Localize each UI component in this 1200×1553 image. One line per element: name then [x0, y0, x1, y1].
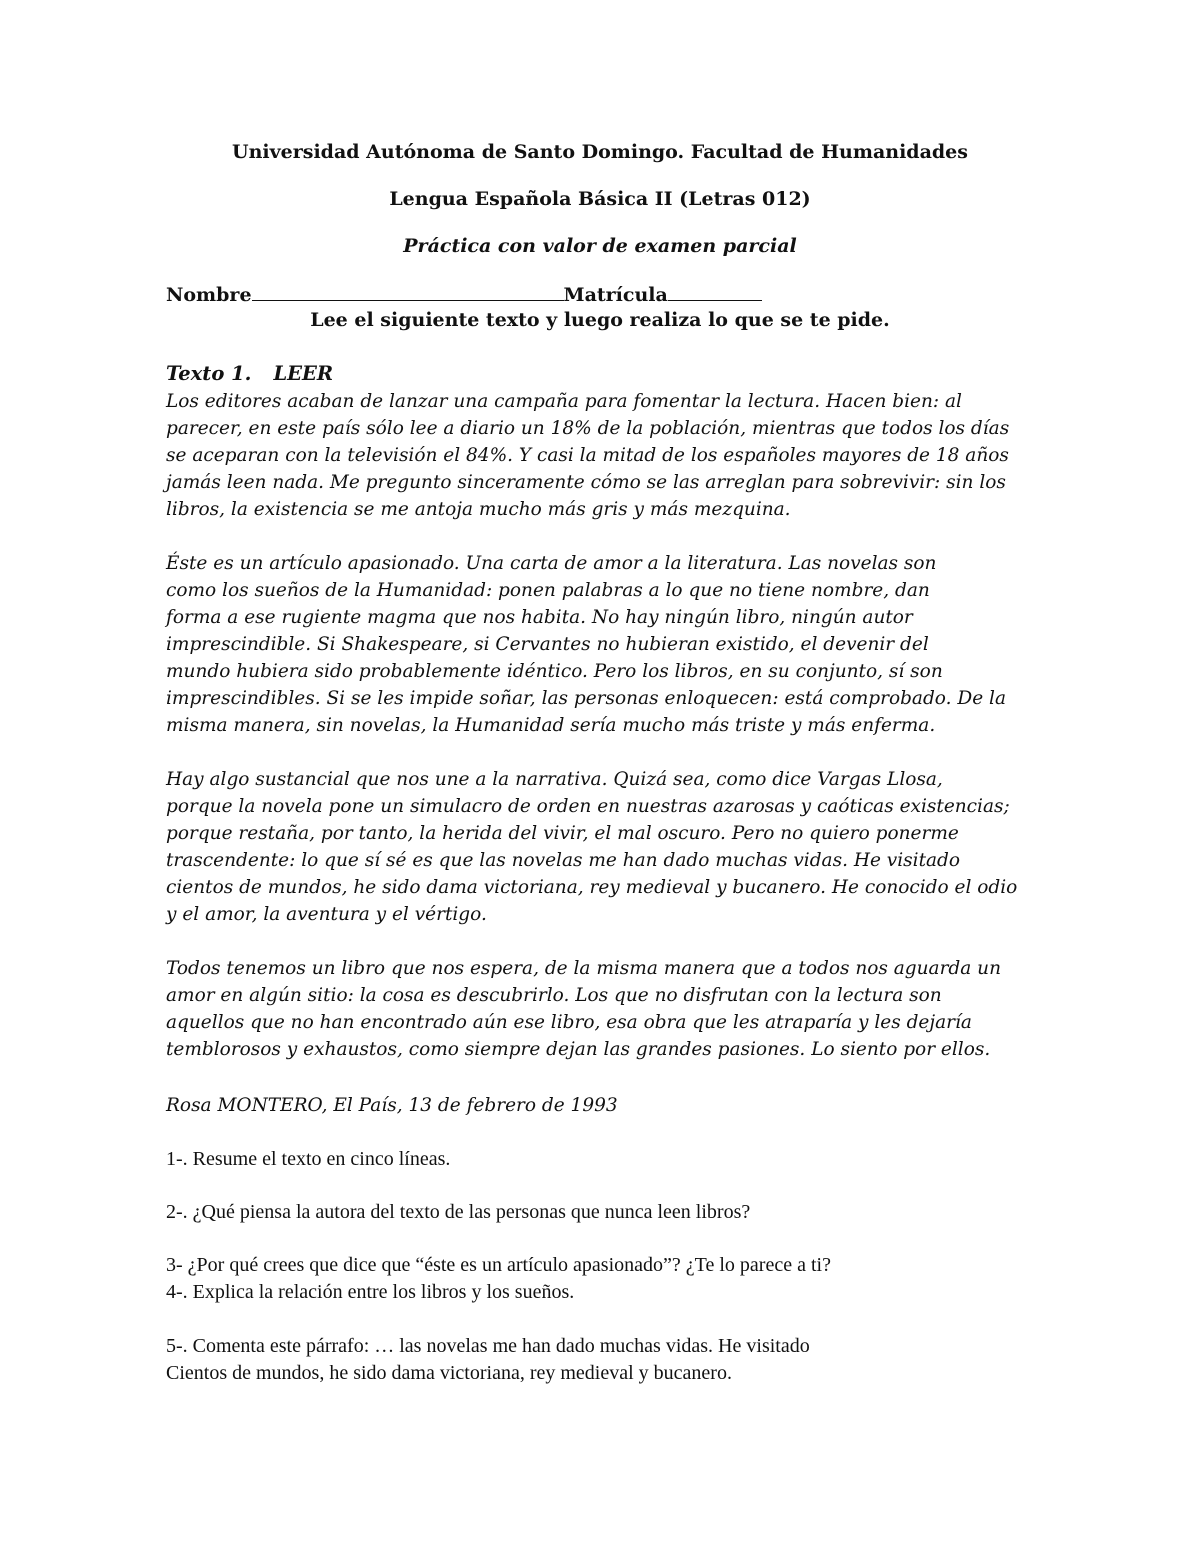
instruction-text: Lee el siguiente texto y luego realiza lo que se te pide. [310, 309, 890, 331]
paragraph-line: parecer, en este país sólo lee a diario un 18% de la población, mientras que todos los días [166, 418, 1010, 439]
paragraph-1 [166, 388, 1009, 523]
text-source [166, 1092, 618, 1119]
name-blank-line[interactable] [252, 282, 564, 301]
question-3: 3- ¿Por qué crees que dice que “éste es un artículo apasionado”? ¿Te lo parece a ti? [166, 1254, 831, 1276]
paragraph-line: porque la novela pone un simulacro de orden en nuestras azarosas y caóticas existencias; [166, 796, 1010, 817]
id-blank-line[interactable] [668, 282, 762, 301]
paragraph-line: cientos de mundos, he sido dama victoriana, rey medieval y bucanero. He conocido el odio [166, 877, 1018, 898]
name-label: Nombre [166, 284, 252, 306]
question-5-line-2: Cientos de mundos, he sido dama victoriana, rey medieval y bucanero. [166, 1362, 732, 1384]
source-line: Rosa MONTERO, El País, 13 de febrero de 1993 [166, 1095, 618, 1116]
paragraph-line: jamás leen nada. Me pregunto sinceramente cómo se las arreglan para sobrevivir: sin los [166, 472, 1006, 493]
question-5-line-1: 5-. Comenta este párrafo: … las novelas me han dado muchas vidas. He visitado [166, 1335, 810, 1357]
paragraph-line: Los editores acaban de lanzar una campaña para fomentar la lectura. Hacen bien: al [166, 391, 962, 412]
paragraph-line: trascendente: lo que sí sé es que las novelas me han dado muchas vidas. He visitado [166, 850, 961, 871]
paragraph-line: como los sueños de la Humanidad: ponen palabras a lo que no tiene nombre, dan [166, 580, 930, 601]
paragraph-line: misma manera, sin novelas, la Humanidad sería mucho más triste y más enferma. [166, 715, 936, 736]
question-4: 4-. Explica la relación entre los libros y los sueños. [166, 1281, 575, 1303]
question-2: 2-. ¿Qué piensa la autora del texto de las personas que nunca leen libros? [166, 1201, 751, 1223]
text-heading [166, 362, 333, 385]
exam-title: Práctica con valor de examen parcial [403, 235, 797, 257]
paragraph-line: se aceparan con la televisión el 84%. Y casi la mitad de los españoles mayores de 18 años [166, 445, 1009, 466]
paragraph-line: mundo hubiera sido probablemente idéntico. Pero los libros, en su conjunto, sí son [166, 661, 943, 682]
course-heading: Lengua Española Básica II (Letras 012) [389, 188, 811, 210]
text-label: Texto 1. [166, 362, 252, 385]
paragraph-line: Todos tenemos un libro que nos espera, de la misma manera que a todos nos aguarda un [166, 958, 1002, 979]
id-label: Matrícula [563, 284, 668, 306]
paragraph-line: temblorosos y exhaustos, como siempre dejan las grandes pasiones. Lo siento por ellos. [166, 1039, 991, 1060]
paragraph-line: aquellos que no han encontrado aún ese libro, esa obra que les atraparía y les dejaría [166, 1012, 972, 1033]
paragraph-line: Hay algo sustancial que nos une a la narrativa. Quizá sea, como dice Vargas Llosa, [166, 769, 943, 790]
student-fields-row [166, 282, 762, 306]
university-heading: Universidad Autónoma de Santo Domingo. Facultad de Humanidades [232, 141, 968, 163]
paragraph-line: imprescindibles. Si se les impide soñar, las personas enloquecen: está comprobado. De la [166, 688, 1006, 709]
paragraph-3 [166, 766, 1017, 928]
paragraph-4 [166, 955, 1001, 1063]
paragraph-2 [166, 550, 1006, 739]
paragraph-line: porque restaña, por tanto, la herida del vivir, el mal oscuro. Pero no quiero ponerme [166, 823, 959, 844]
paragraph-line: imprescindible. Si Shakespeare, si Cervantes no hubieran existido, el devenir del [166, 634, 929, 655]
paragraph-line: Éste es un artículo apasionado. Una carta de amor a la literatura. Las novelas son [166, 553, 937, 574]
text-title: LEER [273, 362, 334, 385]
paragraph-line: amor en algún sitio: la cosa es descubrirlo. Los que no disfrutan con la lectura son [166, 985, 942, 1006]
paragraph-line: libros, la existencia se me antoja mucho más gris y más mezquina. [166, 499, 791, 520]
paragraph-line: forma a ese rugiente magma que nos habita. No hay ningún libro, ningún autor [166, 607, 913, 628]
question-1: 1-. Resume el texto en cinco líneas. [166, 1148, 451, 1170]
paragraph-line: y el amor, la aventura y el vértigo. [166, 904, 487, 925]
